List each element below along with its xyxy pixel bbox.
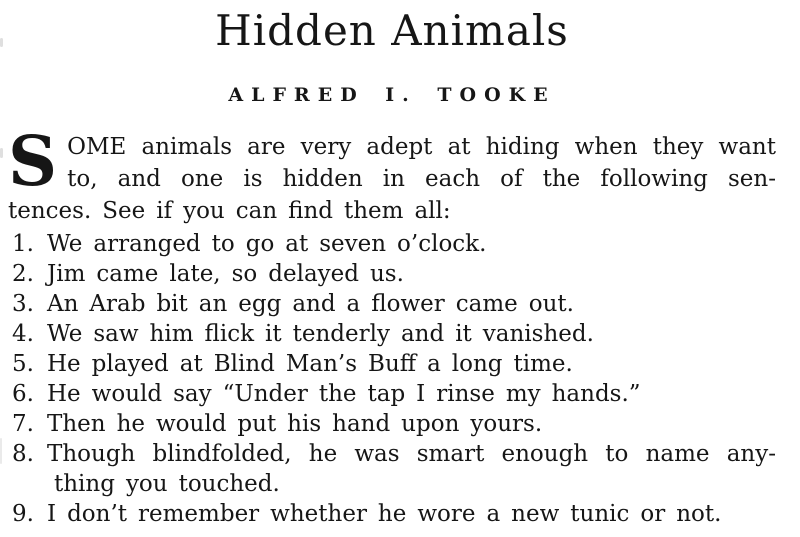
item-text: I don’t remember whether he wore a new tunic or not.: [47, 501, 722, 527]
list-item: [8, 229, 776, 259]
intro-line: OME animals are very adept at hiding when they want: [67, 134, 776, 160]
item-number: 6.: [12, 381, 34, 407]
list-item: [8, 319, 776, 349]
list-item: [8, 349, 776, 379]
item-text: He played at Blind Man’s Buff a long time.: [47, 351, 573, 377]
list-item: [8, 289, 776, 319]
item-text: Though blindfolded, he was smart enough to name any-: [47, 441, 776, 467]
item-text-continuation: thing you touched.: [54, 471, 280, 497]
item-number: 8.: [12, 441, 34, 467]
item-number: 4.: [12, 321, 34, 347]
intro-line: tences. See if you can find them all:: [8, 198, 451, 224]
puzzle-sentence-list: [8, 229, 776, 529]
list-item: [8, 439, 776, 499]
scan-smudge: [0, 148, 3, 158]
intro-paragraph: [8, 122, 776, 227]
scan-smudge: [0, 38, 3, 47]
item-text: We saw him flick it tenderly and it vanished.: [47, 321, 594, 347]
intro-line: to, and one is hidden in each of the following sen-: [67, 166, 776, 192]
item-number: 9.: [12, 501, 34, 527]
item-number: 3.: [12, 291, 34, 317]
author-byline: ALFRED I. TOOKE: [228, 84, 556, 106]
list-item: [8, 379, 776, 409]
item-number: 5.: [12, 351, 34, 377]
page-title: Hidden Animals: [215, 6, 569, 55]
item-number: 1.: [12, 231, 34, 257]
item-text: Then he would put his hand upon yours.: [47, 411, 543, 437]
list-item: [8, 499, 776, 529]
scan-smudge: [0, 438, 2, 464]
item-number: 2.: [12, 261, 34, 287]
item-text: An Arab bit an egg and a flower came out.: [47, 291, 574, 317]
list-item: [8, 409, 776, 439]
item-text: We arranged to go at seven o’clock.: [47, 231, 487, 257]
list-item: [8, 259, 776, 289]
item-text: He would say “Under the tap I rinse my hands.”: [47, 381, 641, 407]
item-number: 7.: [12, 411, 34, 437]
item-text: Jim came late, so delayed us.: [47, 261, 404, 287]
drop-cap: S: [8, 122, 58, 202]
